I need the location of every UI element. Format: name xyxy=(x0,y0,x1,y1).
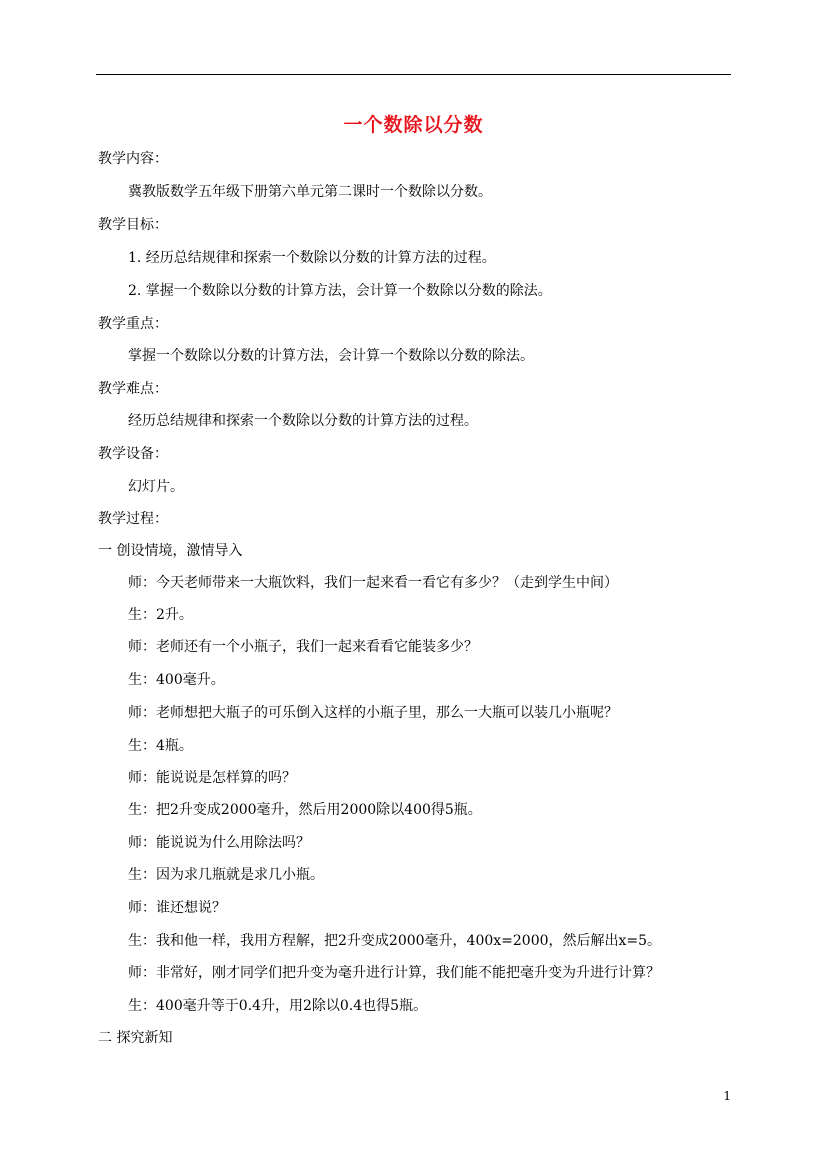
paragraph-content: 冀教版数学五年级下册第六单元第二课时一个数除以分数。 xyxy=(128,184,492,200)
dialogue-line: 生：因为求几瓶就是求几小瓶。 xyxy=(128,867,324,883)
paragraph-key-points: 掌握一个数除以分数的计算方法，会计算一个数除以分数的除法。 xyxy=(128,348,534,364)
paragraph-difficulties: 经历总结规律和探索一个数除以分数的计算方法的过程。 xyxy=(128,413,478,429)
dialogue-line: 生：4瓶。 xyxy=(128,738,193,754)
dialogue-line: 生：我和他一样，我用方程解，把2升变成2000毫升，400x=2000，然后解出x=5。 xyxy=(128,933,662,949)
dialogue-line: 生：400毫升。 xyxy=(128,672,225,688)
page-number: 1 xyxy=(723,1089,731,1103)
dialogue-line: 师：非常好，刚才同学们把升变为毫升进行计算，我们能不能把毫升变为升进行计算？ xyxy=(128,965,660,981)
dialogue-line: 师：能说说是怎样算的吗？ xyxy=(128,770,296,786)
section-heading-content: 教学内容： xyxy=(98,151,168,167)
section-heading-process: 教学过程： xyxy=(98,511,168,527)
dialogue-line: 师：谁还想说？ xyxy=(128,900,226,916)
section-heading-difficulties: 教学难点： xyxy=(98,381,168,397)
dialogue-line: 师：老师还有一个小瓶子，我们一起来看看它能装多少？ xyxy=(128,639,478,655)
dialogue-line: 生：400毫升等于0.4升，用2除以0.4也得5瓶。 xyxy=(128,998,428,1014)
objective-item-1: 1. 经历总结规律和探索一个数除以分数的计算方法的过程。 xyxy=(128,250,496,266)
dialogue-line: 生：2升。 xyxy=(128,607,193,623)
dialogue-line: 师：能说说为什么用除法吗？ xyxy=(128,835,310,851)
document-title: 一个数除以分数 xyxy=(343,114,484,136)
dialogue-line: 生：把2升变成2000毫升，然后用2000除以400得5瓶。 xyxy=(128,802,482,818)
paragraph-equipment: 幻灯片。 xyxy=(128,479,184,495)
dialogue-line: 师：老师想把大瓶子的可乐倒入这样的小瓶子里，那么一大瓶可以装几小瓶呢？ xyxy=(128,705,618,721)
section-heading-equipment: 教学设备： xyxy=(98,446,168,462)
subsection-heading-1: 一 创设情境，激情导入 xyxy=(98,543,243,559)
section-heading-objectives: 教学目标： xyxy=(98,217,168,233)
subsection-heading-2: 二 探究新知 xyxy=(98,1030,173,1046)
dialogue-line: 师：今天老师带来一大瓶饮料，我们一起来看一看它有多少？（走到学生中间） xyxy=(128,575,618,591)
section-heading-key-points: 教学重点： xyxy=(98,316,168,332)
header-rule xyxy=(96,74,731,75)
objective-item-2: 2. 掌握一个数除以分数的计算方法，会计算一个数除以分数的除法。 xyxy=(128,283,552,299)
